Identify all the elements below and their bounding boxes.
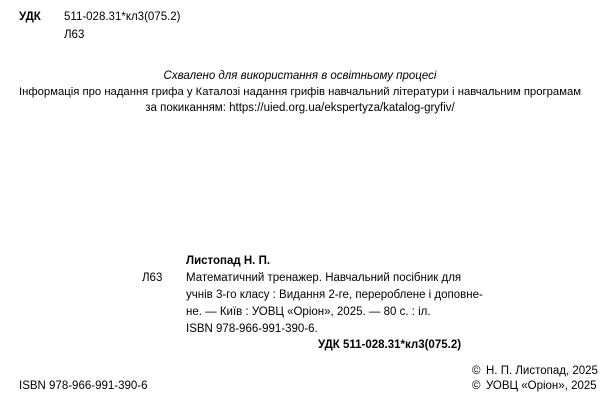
copyright-icon: © <box>472 365 481 377</box>
catalog-isbn: ISBN 978-966-991-390-6. <box>186 323 318 335</box>
catalog-mark: Л63 <box>142 272 163 284</box>
copyright-publisher: УОВЦ «Оріон», 2025 <box>486 380 597 392</box>
udk-code: 511-028.31*кл3(075.2) <box>64 11 181 23</box>
copyright-author: Н. П. Листопад, 2025 <box>486 365 598 377</box>
approval-info: Інформація про надання грифа у Каталозі надання грифів навчальний літератури і навчальним програмам <box>18 86 582 98</box>
catalog-annotation-line-2: учнів 3-го класу : Видання 2-ге, перероблене і доповне- <box>186 289 483 301</box>
approval-link: за покиканням: https://uied.org.ua/ekspertyza/katalog-gryfiv/ <box>145 102 455 114</box>
footer-isbn: ISBN 978-966-991-390-6 <box>19 380 148 392</box>
catalog-annotation-line-3: не. — Київ : УОВЦ «Оріон», 2025. — 80 с. : іл. <box>186 306 431 318</box>
copyright-icon-publisher: © <box>472 380 481 392</box>
catalog-author: Листопад Н. П. <box>186 255 271 267</box>
approval-statement: Схвалено для використання в освітньому процесі <box>163 70 437 82</box>
catalog-udk: УДК 511-028.31*кл3(075.2) <box>318 339 462 351</box>
udk-label: УДК <box>19 11 41 23</box>
author-mark: Л63 <box>64 29 85 41</box>
catalog-annotation-line-1: Математичний тренажер. Навчальний посібник для <box>186 272 462 284</box>
